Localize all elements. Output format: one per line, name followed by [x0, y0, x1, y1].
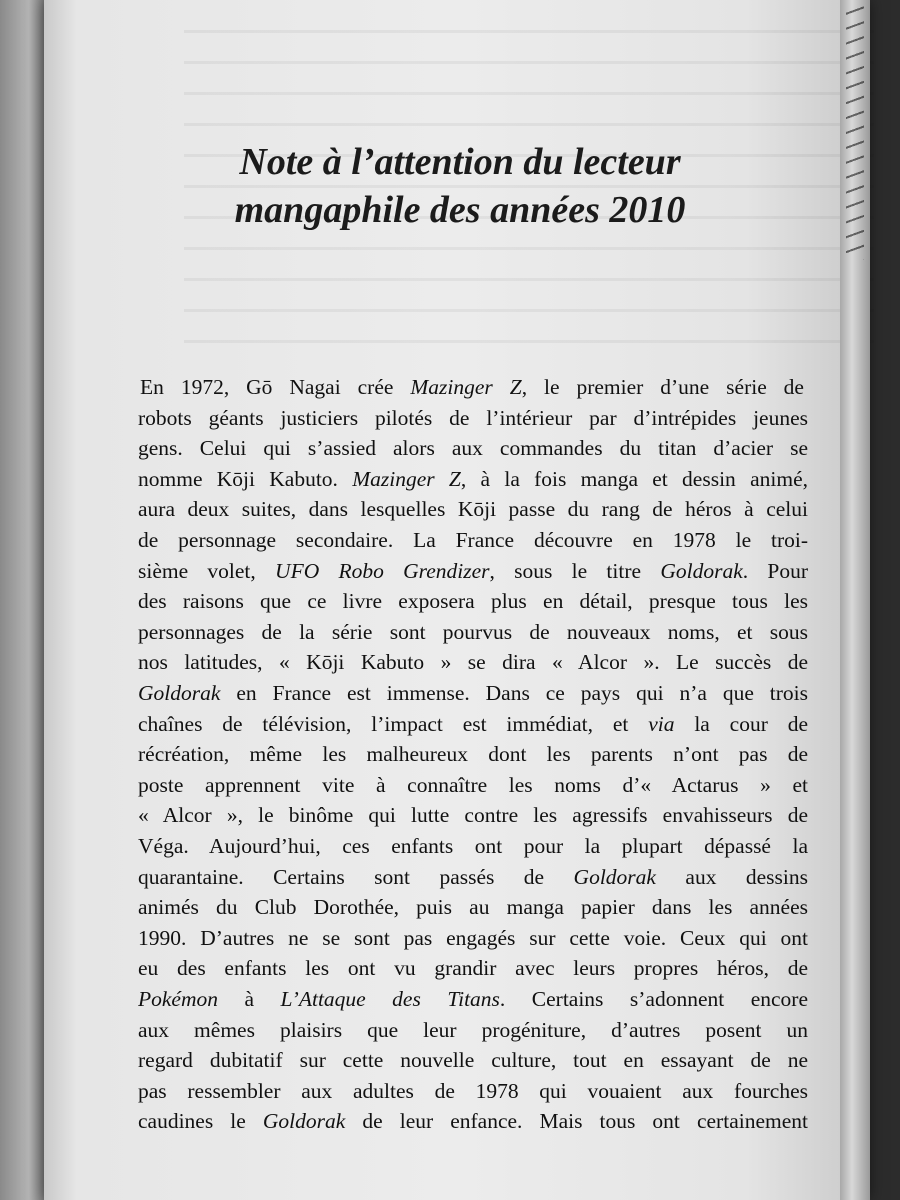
page-title-line-2: mangaphile des années 2010: [234, 189, 686, 231]
text-line: [138, 556, 808, 587]
text-line: [138, 984, 808, 1015]
text-line: [138, 770, 808, 801]
text-line: [138, 1015, 808, 1046]
text-line: [138, 494, 808, 525]
text-segment: regard dubitatif sur cette nouvelle culture, tout en essayant de ne: [138, 1048, 808, 1073]
text-segment: , à la fois manga et dessin animé,: [460, 466, 808, 491]
text-line: [138, 1076, 808, 1107]
facing-page-edge: [0, 0, 48, 1200]
text-segment: caudines le: [138, 1109, 263, 1134]
text-segment: Véga. Aujourd’hui, ces enfants ont pour la plupart dépassé la: [138, 834, 808, 858]
text-segment: aux dessins: [655, 864, 808, 889]
text-segment: aura deux suites, dans lesquelles Kōji passe du rang de héros à celui: [138, 497, 808, 522]
text-line: [138, 862, 808, 893]
text-line: [138, 953, 808, 984]
italic-title: Goldorak: [573, 864, 656, 889]
text-segment: sième volet,: [138, 558, 276, 583]
text-line: [138, 709, 808, 740]
text-segment: de leur enfance. Mais tous ont certainement: [345, 1109, 808, 1134]
italic-title: via: [648, 711, 675, 736]
page-title-line-1: Note à l’attention du lecteur: [239, 141, 681, 183]
text-segment: eu des enfants les ont vu grandir avec leurs propres héros, de: [138, 956, 808, 981]
text-segment: la cour de: [674, 711, 808, 736]
text-line: [138, 617, 808, 648]
text-segment: chaînes de télévision, l’impact est immédiat, et: [138, 711, 649, 736]
text-segment: personnages de la série sont pourvus de nouveaux noms, et sous: [138, 619, 808, 644]
text-line: [138, 647, 808, 678]
italic-title: Mazinger Z: [410, 375, 522, 399]
text-line: [138, 586, 808, 617]
text-line: [138, 464, 808, 495]
italic-title: Goldorak: [262, 1109, 346, 1134]
text-segment: poste apprennent vite à connaître les noms d’« Actarus » et: [138, 772, 808, 797]
text-line: [138, 1045, 808, 1076]
text-segment: à: [218, 987, 281, 1011]
text-segment: nomme Kōji Kabuto.: [138, 466, 353, 491]
text-line: [138, 433, 808, 464]
text-line: [138, 923, 808, 954]
text-segment: , le premier d’une série de: [521, 375, 804, 399]
text-segment: quarantaine. Certains sont passés de: [138, 864, 574, 889]
text-line: [138, 678, 808, 709]
italic-title: Pokémon: [138, 987, 218, 1011]
text-segment: 1990. D’autres ne se sont pas engagés sur cette voie. Ceux qui ont: [138, 925, 808, 950]
text-line: [138, 403, 808, 434]
text-segment: pas ressembler aux adultes de 1978 qui vouaient aux fourches: [138, 1078, 808, 1103]
text-line: [138, 1106, 808, 1137]
text-segment: « Alcor », le binôme qui lutte contre les agressifs envahisseurs de: [138, 803, 808, 828]
text-segment: animés du Club Dorothée, puis au manga papier dans les années: [138, 895, 808, 920]
text-line: [138, 800, 808, 831]
text-segment: robots géants justiciers pilotés de l’intérieur par d’intrépides jeunes: [138, 405, 808, 430]
text-line: [138, 892, 808, 923]
text-segment: en France est immense. Dans ce pays qui n’a que trois: [220, 681, 808, 705]
italic-title: L’Attaque des Titans: [280, 987, 500, 1011]
italic-title: Goldorak: [660, 558, 743, 583]
text-segment: , sous le titre: [489, 558, 661, 583]
italic-title: UFO Robo Grendizer: [275, 558, 490, 583]
text-segment: . Certains s’adonnent encore: [499, 987, 808, 1011]
text-segment: récréation, même les malheureux dont les parents n’ont pas de: [138, 742, 808, 767]
italic-title: Mazinger Z: [352, 466, 461, 491]
text-line: [136, 372, 804, 403]
text-line: [138, 831, 808, 862]
text-segment: En 1972, Gō Nagai crée: [140, 375, 411, 399]
text-segment: . Pour: [742, 558, 808, 583]
text-line: [138, 525, 808, 556]
text-segment: de personnage secondaire. La France découvre en 1978 le troi-: [138, 528, 808, 552]
italic-title: Goldorak: [138, 681, 221, 705]
text-segment: des raisons que ce livre exposera plus en détail, presque tous les: [138, 589, 808, 614]
text-line: [138, 739, 808, 770]
text-segment: nos latitudes, « Kōji Kabuto » se dira « Alcor ». Le succès de: [138, 650, 808, 675]
text-segment: gens. Celui qui s’assied alors aux commandes du titan d’acier se: [138, 436, 808, 461]
text-segment: aux mêmes plaisirs que leur progéniture, d’autres posent un: [138, 1017, 808, 1042]
